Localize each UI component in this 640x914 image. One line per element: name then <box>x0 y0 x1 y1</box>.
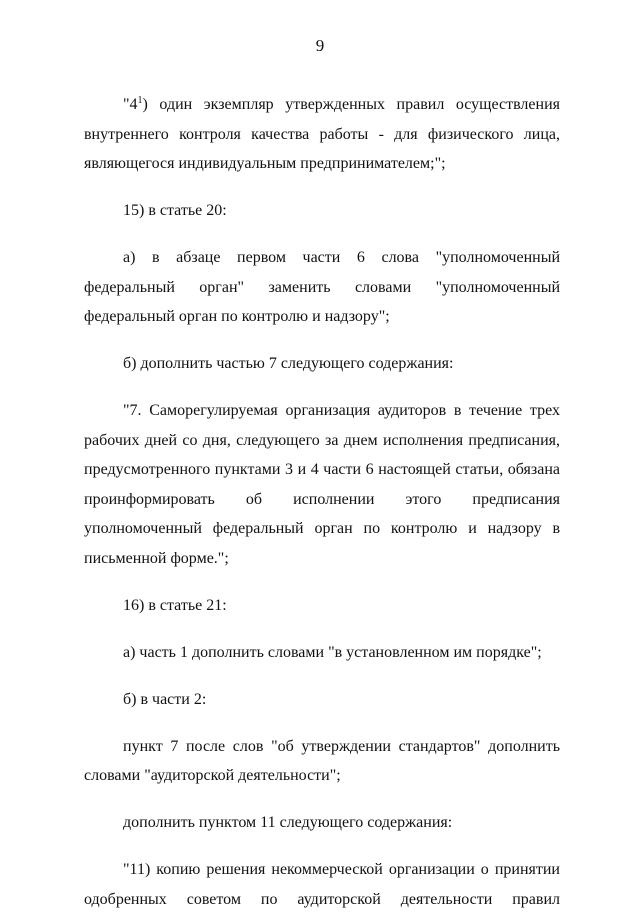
paragraph-item-16a: а) часть 1 дополнить словами "в установленном им порядке"; <box>123 643 542 661</box>
paragraph-item-4-1-prefix: "4 <box>123 96 138 113</box>
paragraph-item-16: 16) в статье 21: <box>123 596 227 614</box>
paragraph-item-4-1-text: ) один экземпляр утвержденных правил осуществления внутреннего контроля качества работы - для физического лица, являющегося индивидуальным предпринимателем;"; <box>84 96 560 172</box>
page-number: 9 <box>315 36 325 55</box>
paragraph-item-15b: б) дополнить частью 7 следующего содержания: <box>123 355 454 372</box>
superscript-1: 1 <box>137 95 143 106</box>
paragraph-point-11: "11) копию решения некоммерческой организации о принятии одобренных советом по аудиторской деятельности правил <box>84 861 560 908</box>
paragraph-part-7: "7. Саморегулируемая организация аудиторов в течение трех рабочих дней со дня, следующего за днем исполнения предписания, предусмотренного пунктами 3 и 4 части 6 настоящей статьи, обязана проинформировать об исполнении этого предписания уполномоченный федеральный орган по контролю и надзору в письменной форме."; <box>84 402 560 567</box>
paragraph-item-15: 15) в статье 20: <box>123 202 227 219</box>
paragraph-point-7: пункт 7 после слов "об утверждении стандартов" дополнить словами "аудиторской деятельности"; <box>84 737 560 784</box>
paragraph-item-4-1 <box>84 90 560 179</box>
paragraph-item-15a: а) в абзаце первом части 6 слова "уполномоченный федеральный орган" заменить словами "уполномоченный федеральный орган по контролю и надзору"; <box>84 249 560 325</box>
paragraph-item-16b: б) в части 2: <box>123 690 207 708</box>
document-body <box>84 90 560 914</box>
paragraph-add-point-11: дополнить пунктом 11 следующего содержания: <box>123 814 453 831</box>
